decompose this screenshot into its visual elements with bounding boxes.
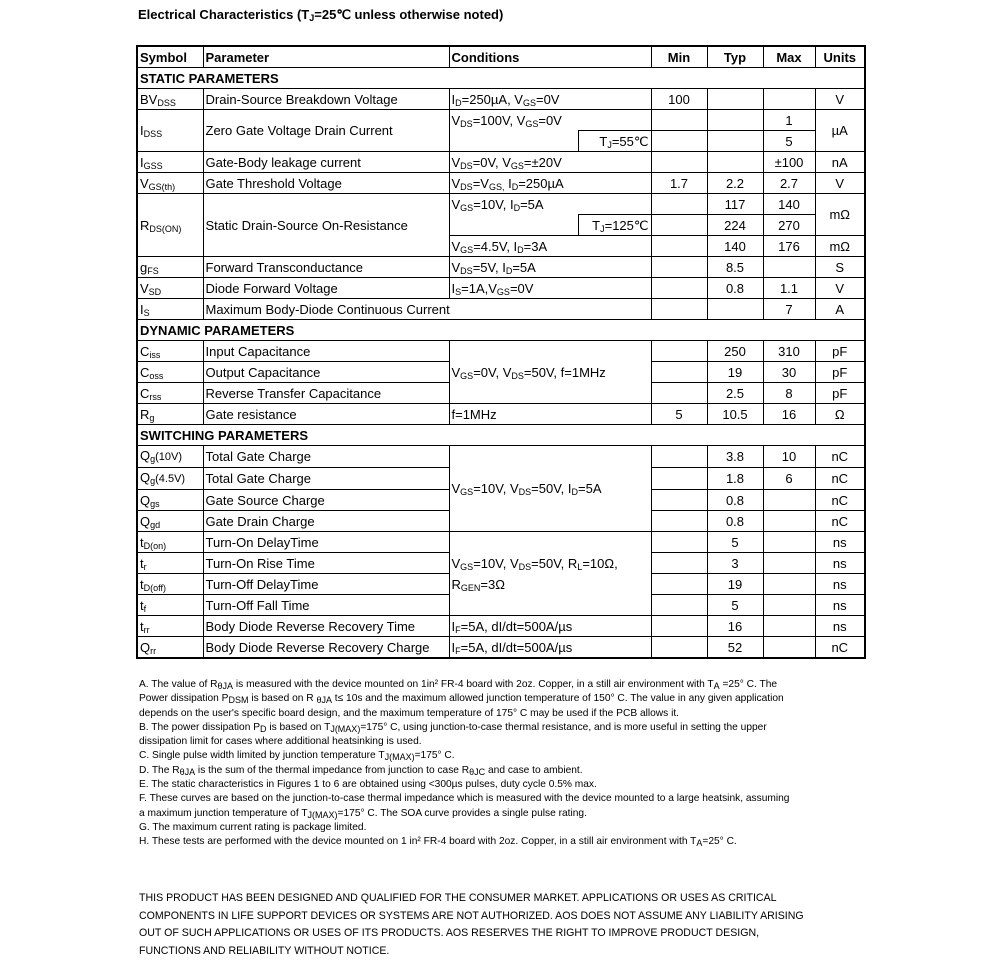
table-row: $Q_{rr}$ Body Diode Reverse Recovery Charge $I_F=5A$, dI/dt=500A/µs 52 nC	[137, 637, 865, 659]
parameter-cell: Body Diode Reverse Recovery Time	[203, 616, 449, 637]
header-typ: Typ	[707, 46, 763, 68]
note-d: D. The $R_{\theta JA}$ is the sum of the thermal impedance from junction to case $R_{\theta JC}$ and case to ambient.	[139, 764, 583, 777]
table-row: $t_{D(on)}$ Turn-On DelayTime $V_{GS}=10V$, $V_{DS}=50V$, $R_L=10\Omega$, $R_{GEN}=3\Omega$ 5 ns	[137, 532, 865, 553]
parameter-cell: Forward Transconductance	[203, 257, 449, 278]
parameter-cell: Total Gate Charge	[203, 468, 449, 490]
parameter-cell: Turn-On DelayTime	[203, 532, 449, 553]
parameter-cell: Turn-On Rise Time	[203, 553, 449, 574]
table-row: $V_{GS(th)}$ Gate Threshold Voltage $V_{DS}=V_{GS,}$ $I_D=250\mu A$ 1.7 2.2 2.7 V	[137, 173, 865, 194]
disclaimer	[139, 890, 804, 960]
parameter-cell: Static Drain-Source On-Resistance	[203, 194, 449, 257]
table-row: $Q_g(10V)$ Total Gate Charge $V_{GS}=10V$, $V_{DS}=50V$, $I_D=5A$ 3.8 10 nC	[137, 446, 865, 468]
table-row: $C_{oss}$ Output Capacitance 19 30 pF	[137, 362, 865, 383]
table-row: $t_f$ Turn-Off Fall Time 5 ns	[137, 595, 865, 616]
parameter-cell: Turn-Off Fall Time	[203, 595, 449, 616]
table-row	[137, 89, 865, 110]
conditions-cell: $V_{GS}=10V$, $I_D=5A$	[449, 194, 651, 215]
header-max: Max	[763, 46, 815, 68]
symbol-cell: $C_{rss}$	[137, 383, 203, 404]
symbol-cell: $t_{rr}$	[137, 616, 203, 637]
note-f-line1: F. These curves are based on the junction-to-case thermal impedance which is measured with the device mounted to a large heatsink, assuming	[139, 793, 790, 805]
parameter-cell: Diode Forward Voltage	[203, 278, 449, 299]
symbol-cell: $Q_g(10V)$	[137, 446, 203, 468]
table-row: $R_{DS(ON)}$ Static Drain-Source On-Resistance $V_{GS}=10V$, $I_D=5A$ 117 140 mΩ	[137, 194, 865, 215]
disclaimer-line: OUT OF SUCH APPLICATIONS OR USES OF ITS PRODUCTS. AOS RESERVES THE RIGHT TO IMPROVE PRODUCT DESIGN,	[139, 927, 760, 939]
conditions-cell: $V_{GS}=10V$, $V_{DS}=50V$, $I_D=5A$	[449, 446, 651, 532]
conditions-cell: $I_D=250\mu A$, $V_{GS}=0V$	[449, 89, 651, 110]
parameter-cell: Output Capacitance	[203, 362, 449, 383]
table-row	[137, 152, 865, 173]
typ-cell	[707, 89, 763, 110]
note-h: H. These tests are performed with the device mounted on 1 in² FR-4 board with 2oz. Copper, in a still air environment with $T_A=25^\circ$ C.	[139, 836, 737, 849]
symbol-cell: $V_{SD}$	[137, 278, 203, 299]
parameter-cell: Reverse Transfer Capacitance	[203, 383, 449, 404]
note-b-line2: dissipation limit for cases where additional heatsinking is used.	[139, 736, 422, 748]
symbol-cell: $g_{FS}$	[137, 257, 203, 278]
min-cell: 100	[651, 89, 707, 110]
table-row: $T_J=125℃$ 224 270	[137, 215, 865, 236]
note-g: G. The maximum current rating is package limited.	[139, 821, 367, 833]
table-row: $C_{iss}$ Input Capacitance $V_{GS}=0V$, $V_{DS}=50V$, f=1MHz 250 310 pF	[137, 341, 865, 362]
header-min: Min	[651, 46, 707, 68]
parameter-cell: Body Diode Reverse Recovery Charge	[203, 637, 449, 659]
disclaimer-line: THIS PRODUCT HAS BEEN DESIGNED AND QUALIFIED FOR THE CONSUMER MARKET. APPLICATIONS OR USES AS CRITICAL	[139, 892, 777, 904]
conditions-cell: $V_{GS}=0V$, $V_{DS}=50V$, f=1MHz	[449, 341, 651, 404]
tj-condition: $T_J=125℃$	[578, 215, 651, 236]
symbol-cell: $V_{GS(th)}$	[137, 173, 203, 194]
section-static: STATIC PARAMETERS	[137, 68, 865, 89]
parameter-cell: Zero Gate Voltage Drain Current	[203, 110, 449, 152]
max-cell: ±100	[763, 152, 815, 173]
max-cell: 1	[763, 110, 815, 131]
disclaimer-line: COMPONENTS IN LIFE SUPPORT DEVICES OR SYSTEMS ARE NOT AUTHORIZED. AOS DOES NOT ASSUME ANY LIABILITY ARISING	[139, 909, 804, 922]
conditions-cell: f=1MHz	[449, 404, 651, 425]
parameter-cell: Maximum Body-Diode Continuous Current	[203, 299, 651, 320]
units-cell: µA	[815, 110, 865, 152]
symbol-cell: $C_{iss}$	[137, 341, 203, 362]
symbol-cell: $I_{DSS}$	[137, 110, 203, 152]
header-parameter: Parameter	[203, 46, 449, 68]
parameter-cell: Gate Drain Charge	[203, 511, 449, 532]
max-cell: 5	[763, 131, 815, 152]
symbol-cell: $I_{GSS}$	[137, 152, 203, 173]
note-c: C. Single pulse width limited by junction temperature $T_{J(MAX)}=175^\circ$ C.	[139, 750, 455, 763]
symbol-cell: $t_f$	[137, 595, 203, 616]
parameter-cell: Gate Threshold Voltage	[203, 173, 449, 194]
conditions-cell: $I_S=1A,V_{GS}=0V$	[449, 278, 651, 299]
conditions-cell: $I_F=5A$, dI/dt=500A/µs	[449, 637, 651, 659]
conditions-cell: $V_{GS}=10V$, $V_{DS}=50V$, $R_L=10\Omega$, $R_{GEN}=3\Omega$	[449, 532, 651, 616]
table-row: $C_{rss}$ Reverse Transfer Capacitance 2.5 8 pF	[137, 383, 865, 404]
table-row: $t_{rr}$ Body Diode Reverse Recovery Time $I_F=5A$, dI/dt=500A/µs 16 ns	[137, 616, 865, 637]
symbol-cell: $t_r$	[137, 553, 203, 574]
table-row: $Q_{gd}$ Gate Drain Charge 0.8 nC	[137, 511, 865, 532]
parameter-cell: Input Capacitance	[203, 341, 449, 362]
parameter-cell: Total Gate Charge	[203, 446, 449, 468]
parameter-cell: Gate Source Charge	[203, 490, 449, 511]
conditions-cell: $V_{DS}=100V$, $V_{GS}=0V$	[449, 110, 651, 131]
conditions-cell: $V_{DS}=V_{GS,}$ $I_D=250\mu A$	[449, 173, 651, 194]
note-e: E. The static characteristics in Figures 1 to 6 are obtained using <300µs pulses, duty cycle 0.5% max.	[139, 779, 597, 791]
symbol-cell: $t_{D(off)}$	[137, 574, 203, 595]
symbol-cell: $I_S$	[137, 299, 203, 320]
header-conditions: Conditions	[449, 46, 651, 68]
disclaimer-line: FUNCTIONS AND RELIABILITY WITHOUT NOTICE.	[139, 944, 390, 957]
conditions-cell: $V_{DS}=5V$, $I_D=5A$	[449, 257, 651, 278]
table-row: $Q_{gs}$ Gate Source Charge 0.8 nC	[137, 490, 865, 511]
tj-condition: $T_J=55℃$	[578, 131, 651, 152]
note-f-line2: a maximum junction temperature of $T_{J(MAX)}=175^\circ$ C. The SOA curve provides a single pulse rating.	[139, 807, 587, 820]
parameter-cell: Gate-Body leakage current	[203, 152, 449, 173]
symbol-cell: $Q_{gs}$	[137, 490, 203, 511]
table-row: $t_r$ Turn-On Rise Time 3 ns	[137, 553, 865, 574]
table-row: $t_{D(off)}$ Turn-Off DelayTime 19 ns	[137, 574, 865, 595]
conditions-cell: $I_F=5A$, dI/dt=500A/µs	[449, 616, 651, 637]
symbol-cell: $t_{D(on)}$	[137, 532, 203, 553]
table-row	[137, 110, 865, 131]
symbol-cell: $R_g$	[137, 404, 203, 425]
table-row: $V_{GS}=4.5V$, $I_D=3A$ 140 176 mΩ	[137, 236, 865, 257]
parameter-cell: Drain-Source Breakdown Voltage	[203, 89, 449, 110]
note-a-line3: depends on the user's specific board design, and the maximum temperature of 175° C may be used if the PCB allows it.	[139, 707, 680, 719]
note-a-line2: Power dissipation $P_{DSM}$ is based on R $_{\theta JA}$ t≤ 10s and the maximum allowed junction temperature of 150° C. The value in any given application	[139, 693, 784, 706]
electrical-characteristics-table	[136, 45, 866, 659]
section-switching: SWITCHING PARAMETERS	[137, 425, 865, 446]
footnotes	[139, 678, 859, 850]
section-dynamic: DYNAMIC PARAMETERS	[137, 320, 865, 341]
page-title: Electrical Characteristics ($T_J=25℃$ unless otherwise noted)	[138, 7, 504, 23]
note-a-line1: A. The value of $R_{\theta JA}$ is measured with the device mounted on 1in² FR-4 board with 2oz. Copper, in a still air environment with $T_A =25^\circ$ C. The	[139, 679, 778, 691]
units-cell: V	[815, 89, 865, 110]
table-row: $Q_g(4.5V)$ Total Gate Charge 1.8 6 nC	[137, 468, 865, 490]
table-row: $V_{SD}$ Diode Forward Voltage $I_S=1A,V_{GS}=0V$ 0.8 1.1 V	[137, 278, 865, 299]
typ-cell	[707, 110, 763, 131]
symbol-cell: $BV_{DSS}$	[137, 89, 203, 110]
table-header-row	[137, 46, 865, 68]
parameter-cell: Turn-Off DelayTime	[203, 574, 449, 595]
table-row: $I_S$ Maximum Body-Diode Continuous Current 7 A	[137, 299, 865, 320]
header-symbol: Symbol	[137, 46, 203, 68]
table-row: $g_{FS}$ Forward Transconductance $V_{DS}=5V$, $I_D=5A$ 8.5 S	[137, 257, 865, 278]
parameter-cell: Gate resistance	[203, 404, 449, 425]
table-row: $R_g$ Gate resistance f=1MHz 5 10.5 16 Ω	[137, 404, 865, 425]
header-units: Units	[815, 46, 865, 68]
note-b-line1: B. The power dissipation $P_D$ is based on $T_{J(MAX)}=175^\circ$ C, using junction-to-case thermal resistance, and is more useful in setting the upper	[139, 721, 767, 734]
conditions-cell: $V_{GS}=4.5V$, $I_D=3A$	[449, 236, 651, 257]
max-cell	[763, 89, 815, 110]
symbol-cell: $C_{oss}$	[137, 362, 203, 383]
units-cell: nA	[815, 152, 865, 173]
symbol-cell: $Q_{gd}$	[137, 511, 203, 532]
conditions-cell: $V_{DS}=0V$, $V_{GS}=\pm 20V$	[449, 152, 651, 173]
symbol-cell: $Q_g(4.5V)$	[137, 468, 203, 490]
symbol-cell: $Q_{rr}$	[137, 637, 203, 659]
min-cell	[651, 110, 707, 131]
symbol-cell: $R_{DS(ON)}$	[137, 194, 203, 257]
